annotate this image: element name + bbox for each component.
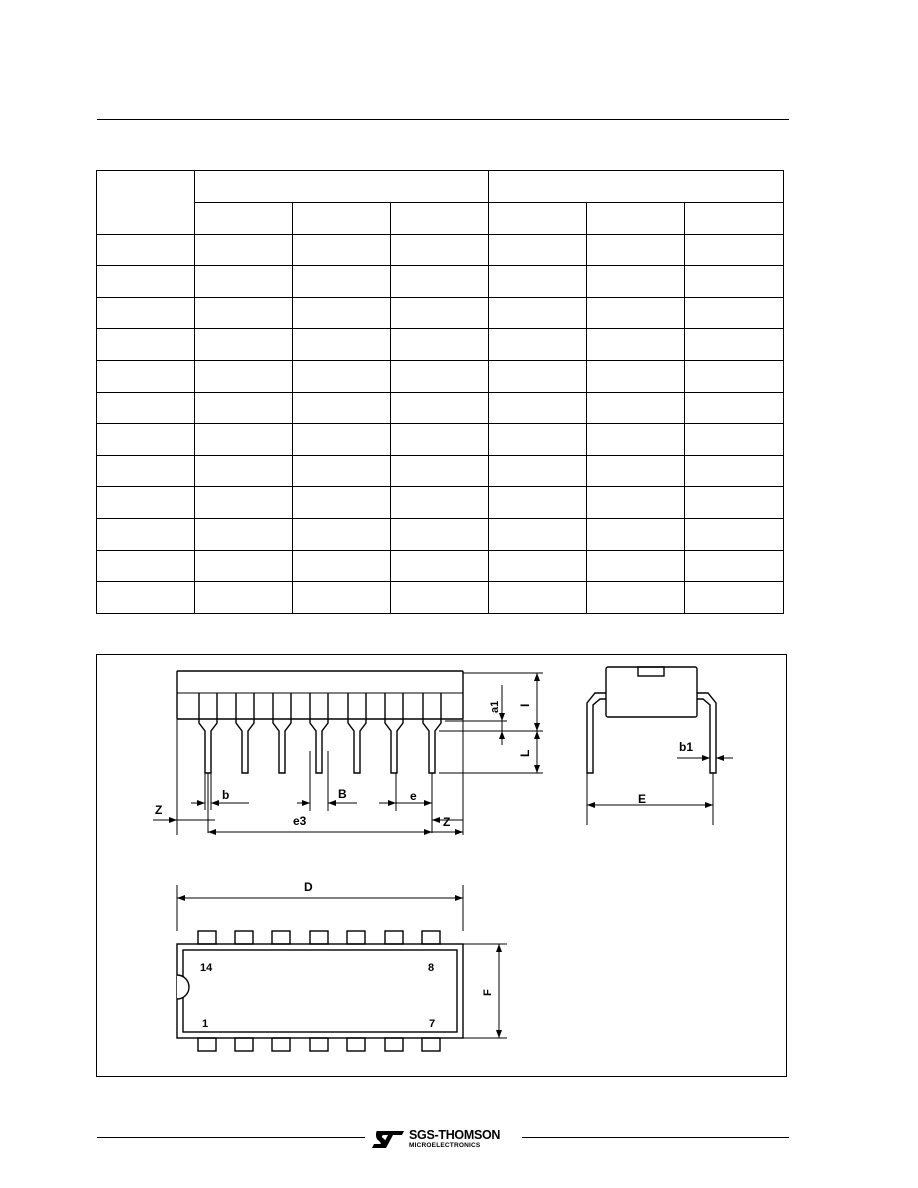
brand-name: SGS-THOMSON (409, 1128, 501, 1142)
st-logo-icon (371, 1128, 407, 1150)
header-rule (97, 119, 789, 120)
page-footer (97, 1130, 789, 1154)
mm-min-header (195, 203, 293, 235)
package-drawing-frame (96, 654, 787, 1077)
label-D: D (304, 880, 313, 894)
side-view-pins (199, 693, 441, 773)
label-E: E (638, 792, 647, 806)
package-drawing (97, 655, 788, 1078)
dim-header-cell (97, 171, 195, 235)
brand-subtitle: MICROELECTRONICS (409, 1142, 481, 1149)
label-B: B (338, 787, 347, 801)
table-row (97, 234, 784, 266)
pin-1-label: 1 (202, 1018, 209, 1030)
pin-8-label: 8 (428, 962, 435, 974)
table-row (97, 455, 784, 487)
table-row (97, 550, 784, 582)
label-Z-right: Z (443, 815, 451, 829)
table-row (97, 297, 784, 329)
label-I: I (518, 703, 532, 707)
table-row (97, 518, 784, 550)
table-row (97, 487, 784, 519)
label-L: L (518, 749, 532, 757)
pin-7-label: 7 (429, 1018, 436, 1030)
table-subheader-row (97, 203, 784, 235)
table-row (97, 266, 784, 298)
mm-typ-header (293, 203, 391, 235)
label-e: e (410, 789, 417, 803)
label-e3: e3 (293, 814, 307, 828)
table-row (97, 360, 784, 392)
label-b1: b1 (679, 740, 694, 754)
dimensions-table (96, 170, 784, 614)
table-row (97, 329, 784, 361)
footer-rule-left (97, 1137, 365, 1138)
label-a1: a1 (489, 700, 501, 713)
table-header-row (97, 171, 784, 203)
footer-rule-right (522, 1137, 789, 1138)
label-F: F (482, 989, 494, 996)
label-Z-left: Z (155, 803, 163, 817)
pin-14-label: 14 (200, 962, 213, 974)
inch-typ-header (587, 203, 685, 235)
table-row (97, 424, 784, 456)
mm-max-header (391, 203, 489, 235)
mm-header-cell (195, 171, 489, 203)
table-row (97, 582, 784, 614)
side-view-body (177, 671, 463, 719)
table-row (97, 392, 784, 424)
top-view (177, 885, 507, 1051)
inch-min-header (489, 203, 587, 235)
inch-header-cell (489, 171, 784, 203)
inch-max-header (685, 203, 784, 235)
label-b: b (222, 788, 230, 802)
end-view (587, 667, 733, 825)
st-logo (369, 1130, 519, 1152)
